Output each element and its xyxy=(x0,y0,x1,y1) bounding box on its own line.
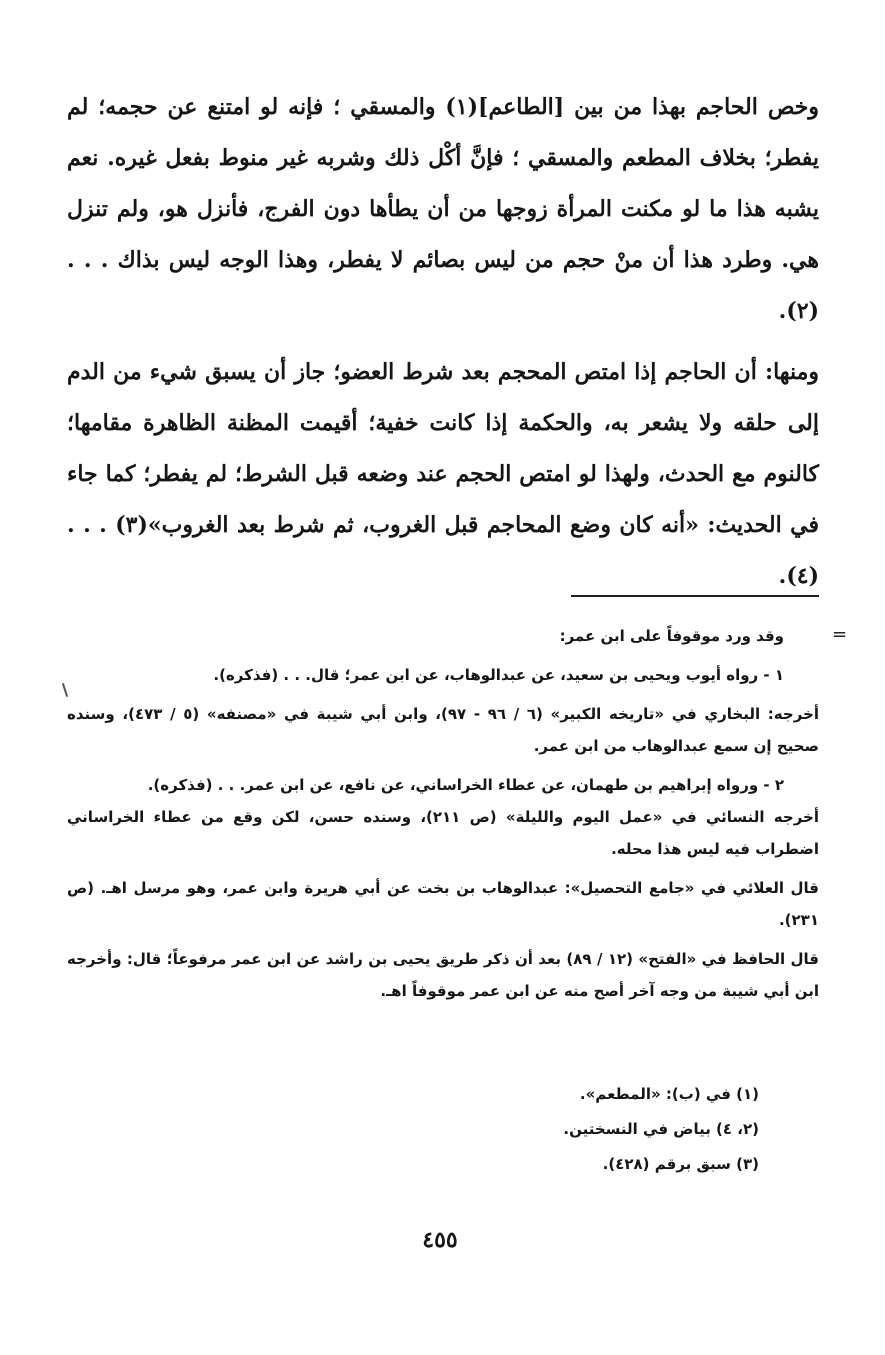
note-intro: وقد ورد موقوفاً على ابن عمر: xyxy=(559,627,784,645)
continued-note-block xyxy=(67,620,819,1007)
note-item-1: ١ - رواه أيوب ويحيى بن سعيد، عن عبدالوهاب، عن ابن عمر؛ قال. . . (فذكره). xyxy=(213,666,784,684)
continuation-marker: = xyxy=(832,624,848,645)
note-item-2: ٢ - ورواه إبراهيم بن طهمان، عن عطاء الخراساني، عن نافع، عن ابن عمر. . . (فذكره). xyxy=(147,776,784,794)
main-paragraph-1: وخص الحاجم بهذا من بين [الطاعم](١) والمسقي ؛ فإنه لو امتنع عن حجمه؛ لم يفطر؛ بخلاف المطعم والمسقي ؛ فإنَّ أكْل ذلك وشربه غير منوط بفعل غيره. نعم يشبه هذا ما لو مكنت المرأة زوجها من أن يطأها دون الفرج، فأنزل هو، ولم تنزل هي. وطرد هذا أن منْ حجم من ليس بصائم لا يفطر، وهذا الوجه ليس بذاك . . .(٢). xyxy=(67,94,819,324)
paragraph-2-body: أن الحاجم إذا امتص المحجم بعد شرط العضو؛ جاز أن يسبق شيء من الدم إلى حلقه ولا يشعر به، والحكمة إذا كانت خفية؛ أقيمت المظنة الظاهرة مقامها؛ كالنوم مع الحدث، ولهذا لو امتص الحجم عند وضعه قبل الشرط؛ لم يفطر؛ كما جاء في الحديث: «أنه كان وضع المحاجم قبل الغروب، ثم شرط بعد الغروب»(٣) . . .(٤). xyxy=(67,359,820,589)
note-alai-quote: قال العلائي في «جامع التحصيل»: عبدالوهاب بن بخت عن أبي هريرة وابن عمر، وهو مرسل اهـ. (ص ٢٣١). xyxy=(67,879,819,929)
note-item-2-takhrij: أخرجه النسائي في «عمل اليوم والليلة» (ص ٢١١)، وسنده حسن، لكن وقع من عطاء الخراساني اضطراب فيه ليس هذا محله. xyxy=(67,808,819,858)
footnote-separator-line xyxy=(571,595,819,597)
footnote-item: (٢، ٤) بياض في النسختين. xyxy=(563,1120,759,1138)
note-hafiz-quote: قال الحافظ في «الفتح» (١٢ / ٨٩) بعد أن ذكر طريق يحيى بن راشد عن ابن عمر مرفوعاً؛ قال: وأخرجه ابن أبي شيبة من وجه آخر أصح منه عن ابن عمر موقوفاً اهـ. xyxy=(67,950,819,1000)
page-number: ٤٥٥ xyxy=(422,1227,458,1253)
main-text-block xyxy=(67,82,819,602)
main-paragraph-2 xyxy=(67,347,819,602)
footnote-item: (١) في (ب): «المطعم». xyxy=(579,1085,759,1103)
paragraph-lead-word: ومنها: xyxy=(764,359,819,385)
footnotes-list xyxy=(159,1077,759,1182)
footnote-item: (٣) سبق برقم (٤٢٨). xyxy=(602,1155,759,1173)
note-item-1-takhrij: أخرجه: البخاري في «تاريخه الكبير» (٦ / ٩٦ - ٩٧)، وابن أبي شيبة في «مصنفه» (٥ / ٤٧٣)، وسنده صحيح إن سمع عبدالوهاب من ابن عمر. xyxy=(67,705,819,755)
